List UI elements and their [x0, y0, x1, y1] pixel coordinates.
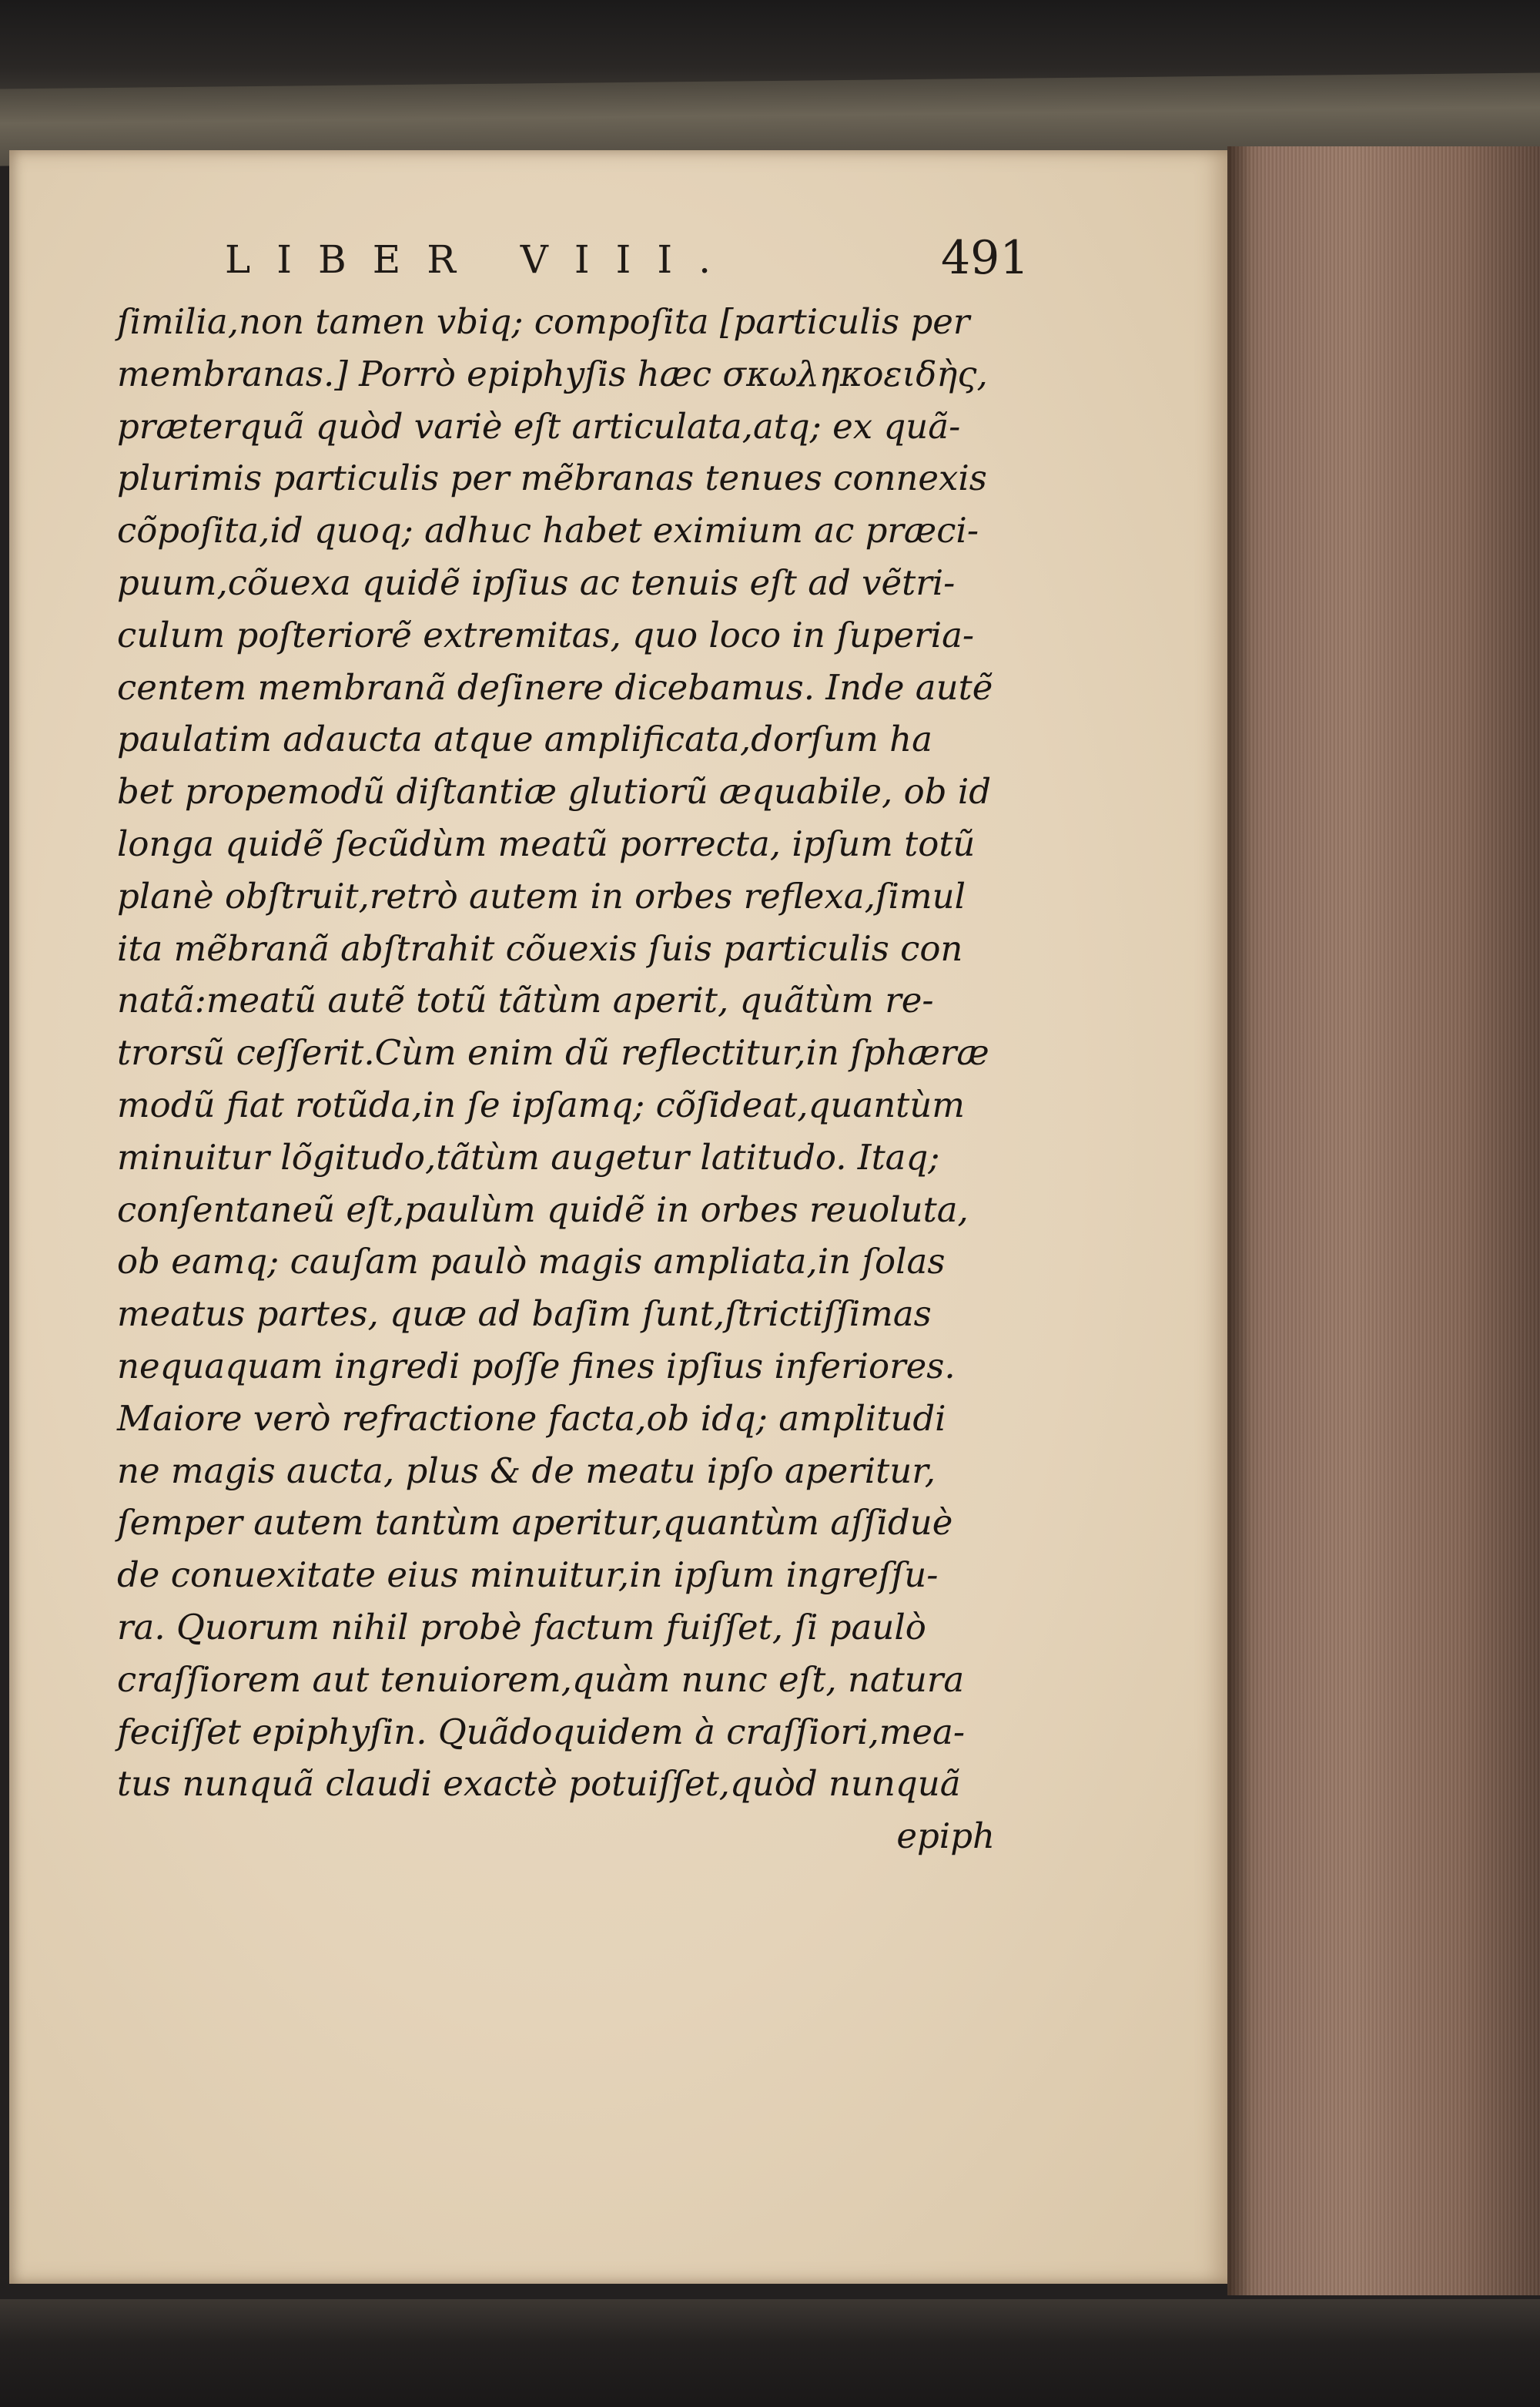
text-line: puum,cõuexa quidẽ ipſius ac tenuis eſt ad vẽtri- [117, 562, 956, 603]
text-line: tus nunquã claudi exactè potuiſſet,quòd nunquã [117, 1763, 961, 1805]
text-line: modũ fiat rotũda,in ſe ipſamq; cõſideat,quantùm [117, 1084, 965, 1125]
text-line: membranas.] Porrò epiphyſis hæc σκωληκοειδὴς, [117, 353, 988, 394]
text-line: conſentaneũ eſt,paulùm quidẽ in orbes reuoluta, [117, 1188, 969, 1230]
text-line: craſſiorem aut tenuiorem,quàm nunc eſt, natura [117, 1658, 965, 1700]
gutter-shadow [1227, 146, 1250, 2295]
text-line: feciſſet epiphyſin. Quãdoquidem à craſſiori,mea- [117, 1711, 966, 1752]
text-line: natã:meatũ autẽ totũ tãtùm aperit, quãtùm re- [117, 980, 934, 1021]
page-number: 491 [941, 231, 1029, 285]
text-line: centem membranã deſinere dicebamus. Inde autẽ [117, 666, 993, 708]
text-line: ſimilia,non tamen vbiq; compoſita [particulis per [117, 301, 970, 342]
text-line: longa quidẽ ſecũdùm meatũ porrecta, ipſum totũ [117, 823, 976, 864]
body-text [117, 296, 1003, 1862]
text-line: culum poſteriorẽ extremitas, quo loco in ſuperia- [117, 614, 975, 655]
text-line: planè obſtruit,retrò autem in orbes reflexa,ſimul [117, 875, 966, 917]
text-line: ſemper autem tantùm aperitur,quantùm aſſiduè [117, 1502, 953, 1544]
page-edges-block [1227, 146, 1540, 2295]
text-line: nequaquam ingredi poſſe fines ipſius inferiores. [117, 1345, 956, 1386]
text-line: præterquã quòd variè eſt articulata,atq; ex quã- [117, 405, 961, 447]
text-line: cõpoſita,id quoq; adhuc habet eximium ac præci- [117, 510, 979, 551]
catchword: epiph [896, 1815, 995, 1857]
text-line: ra. Quorum nihil probè factum fuiſſet, ſi paulò [117, 1606, 926, 1648]
dark-background-bottom [0, 2299, 1540, 2407]
text-line: Maiore verò refractione facta,ob idq; amplitudi [117, 1397, 946, 1439]
text-line: bet propemodũ diſtantiæ glutiorũ æquabile, ob id [117, 771, 992, 813]
text-line: minuitur lõgitudo,tãtùm augetur latitudo. Itaq; [117, 1136, 940, 1178]
text-line: trorsũ ceſſerit.Cùm enim dũ reflectitur,in ſphæræ [117, 1032, 989, 1074]
text-line: meatus partes, quæ ad baſim ſunt,ſtrictiſſimas [117, 1293, 932, 1335]
text-line: ita mẽbranã abſtrahit cõuexis ſuis particulis con [117, 927, 963, 969]
text-line: ob eamq; cauſam paulò magis ampliata,in ſolas [117, 1241, 946, 1282]
text-line: de conuexitate eius minuitur,in ipſum ingreſſu- [117, 1554, 939, 1596]
text-line: ne magis aucta, plus & de meatu ipſo aperitur, [117, 1450, 936, 1491]
running-title: LIBER VIII. [225, 237, 737, 282]
text-line: paulatim adaucta atque amplificata,dorſum ha [117, 719, 932, 760]
text-line: plurimis particulis per mẽbranas tenues connexis [117, 458, 987, 499]
